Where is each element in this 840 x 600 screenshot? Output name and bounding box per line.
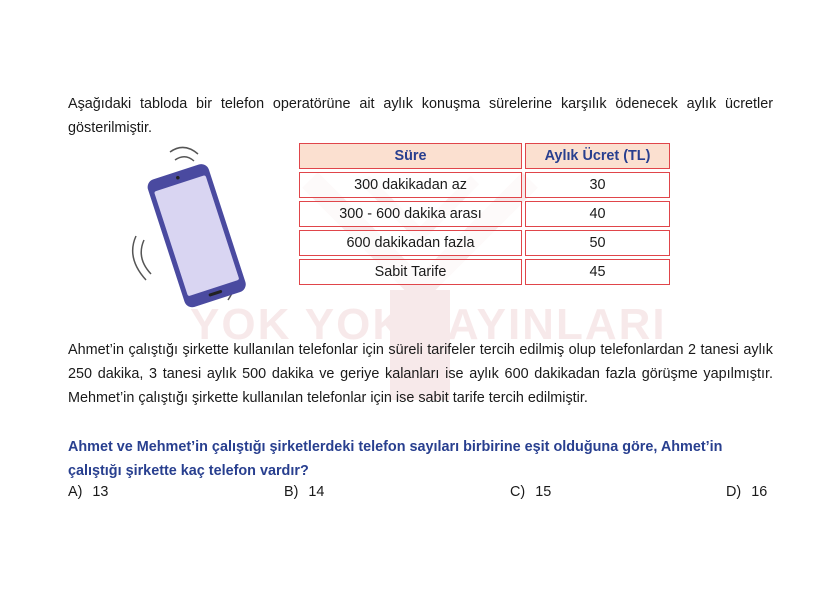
table-header-row (299, 143, 670, 169)
choice-letter: B) (284, 484, 299, 500)
choice-d[interactable] (726, 484, 767, 500)
table-row (299, 230, 670, 256)
choice-letter: C) (510, 484, 526, 500)
header-monthly-fee: Aylık Ücret (TL) (525, 143, 670, 169)
table-row (299, 259, 670, 285)
duration-cell: 300 dakikadan az (299, 172, 522, 198)
choice-c[interactable] (510, 484, 551, 500)
choice-value: 15 (535, 484, 552, 500)
choice-a[interactable] (68, 484, 108, 500)
fee-cell: 30 (525, 172, 670, 198)
duration-cell: Sabit Tarife (299, 259, 522, 285)
problem-paragraph: Ahmet’in çalıştığı şirkette kullanılan telefonlar için süreli tarifeler tercih edilmiş olup telefonlardan 2 tanesi aylık 250 dakika, 3 tanesi aylık 500 dakika ve geriye kalanları ise aylık 600 dakikadan fazla görüşme yapılmıştır. Mehmet’in çalıştığı şirkette kullanılan telefonlar için ise sabit tarife tercih edilmiştir. (68, 342, 773, 406)
pricing-table (296, 140, 673, 288)
duration-cell: 600 dakikadan fazla (299, 230, 522, 256)
choice-letter: A) (68, 484, 83, 500)
choice-value: 16 (751, 484, 768, 500)
fee-cell: 40 (525, 201, 670, 227)
vibrating-smartphone-icon (118, 140, 278, 310)
fee-cell: 45 (525, 259, 670, 285)
watermark-text: YOK YOK YAYINLARI (190, 300, 667, 349)
duration-cell: 300 - 600 dakika arası (299, 201, 522, 227)
table-row (299, 201, 670, 227)
question-text: Ahmet ve Mehmet’in çalıştığı şirketlerdeki telefon sayıları birbirine eşit olduğuna göre, Ahmet’in çalıştığı şirkette kaç telefon vardır? (68, 439, 723, 479)
choice-letter: D) (726, 484, 742, 500)
answer-choices (0, 484, 840, 508)
intro-paragraph: Aşağıdaki tabloda bir telefon operatörüne ait aylık konuşma sürelerine karşılık ödenecek aylık ücretler gösterilmiştir. (68, 96, 773, 136)
fee-cell: 50 (525, 230, 670, 256)
table-row (299, 172, 670, 198)
header-duration: Süre (299, 143, 522, 169)
choice-value: 13 (92, 484, 109, 500)
choice-b[interactable] (284, 484, 324, 500)
choice-value: 14 (308, 484, 325, 500)
